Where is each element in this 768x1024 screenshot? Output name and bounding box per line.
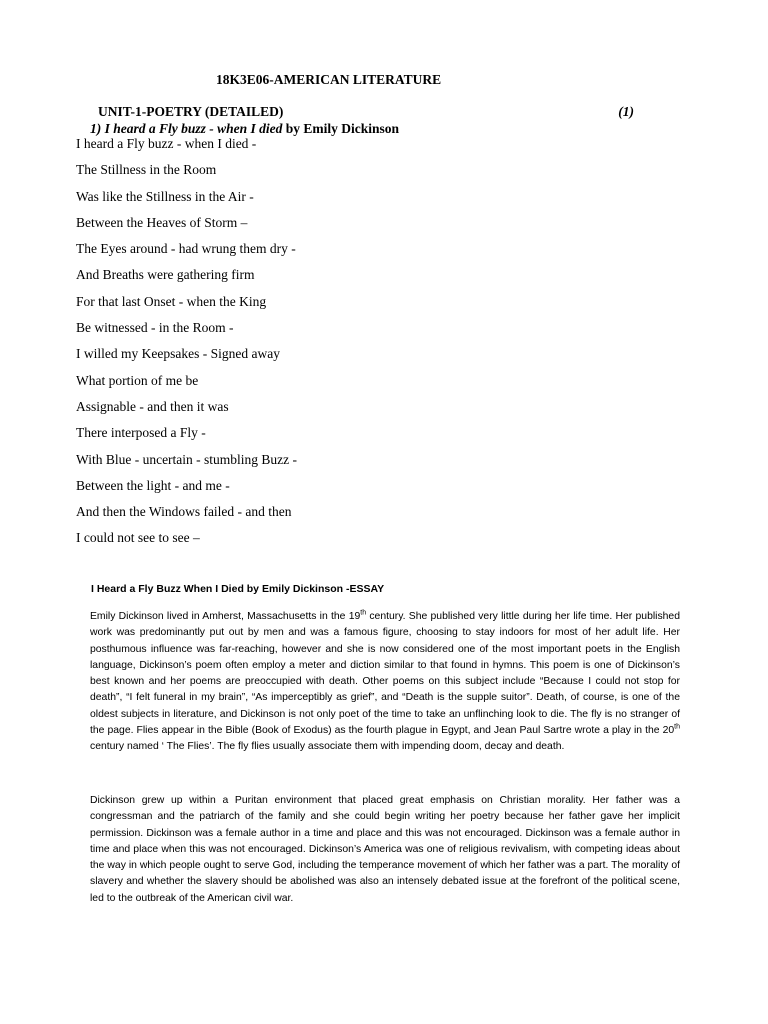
poem-line: I willed my Keepsakes - Signed away [76, 346, 280, 362]
poem-line: I heard a Fly buzz - when I died - [76, 136, 257, 151]
poem-line: Be witnessed - in the Room - [76, 320, 234, 336]
poem-line: What portion of me be [76, 372, 199, 388]
poem-line: Was like the Stillness in the Air - [76, 188, 254, 204]
poem-line: The Stillness in the Room [76, 162, 217, 178]
essay-p1-part-a: Emily Dickinson lived in Amherst, Massachusetts in the 19 [90, 611, 361, 622]
unit-label: UNIT-1-POETRY (DETAILED) [98, 104, 284, 119]
poem-line: I could not see to see – [76, 530, 200, 546]
essay-p1-part-b: century. She published very little during her life time. Her published work was predominantly put out by men and was a famous figure, choosing to stay indoors for most of her adult life. Her posthumous influence was far-reaching, however and she is now considered one of the most important poets in the English language, Dickinson’s poem often employ a meter and diction similar to that found in hymns. This poem is one of Dickinson’s best known and her poems are preoccupied with death. Other poems on this subject include “Because I could not stop for death”, “I felt funeral in my brain”, “As imperceptibly as grief”, and “Death is the supple suitor”. Death, of course, is one of the oldest subjects in literature, and Dickinson is not only poet of the time to take an unflinching look to die. The fly is no stranger of the page. Flies appear in the Bible (Book of Exodus) as the fourth plague in Egypt, and Jean Paul Sartre wrote a play in the 20 [90, 611, 680, 737]
poem-line: Between the Heaves of Storm – [76, 214, 248, 230]
unit-heading-row [98, 104, 634, 120]
essay-p1-part-c: century named ‘ The Flies’. The fly flies usually associate them with impending doom, decay and death. [90, 741, 565, 753]
poem-author: by Emily Dickinson [282, 121, 400, 136]
poem-line: Between the light - and me - [76, 477, 230, 493]
superscript-th: th [360, 609, 367, 617]
course-title: 18K3E06-AMERICAN LITERATURE [216, 72, 442, 87]
essay-paragraph-2: Dickinson grew up within a Puritan environment that placed great emphasis on Christian morality. Her father was a congressman and the patriarch of the family and she could begin writing her poetry because her father gave her implicit permission. Dickinson was a female author in a time and place and this was not encouraged. Dickinson was a female author in time and place when this was not encouraged. Dickinson’s America was one of religious revivalism, with competing ideas about the way in which people ought to serve God, including the temperance movement of which her father was a part. The morality of slavery and whether the slavery should be abolished was also an intensely debated issue at the forefront of the political scene, led to the outbreak of the American civil war. [90, 795, 680, 904]
poem-lines [76, 134, 297, 555]
essay-paragraph-1 [90, 609, 680, 756]
poem-title: I heard a Fly buzz - when I died [104, 121, 283, 136]
poem-line: And Breaths were gathering firm [76, 267, 255, 283]
poem-line: And then the Windows failed - and then [76, 504, 292, 520]
unit-number: (1) [618, 104, 634, 119]
poem-line: For that last Onset - when the King [76, 293, 267, 309]
poem-heading-number: 1) [90, 121, 105, 136]
poem-line: Assignable - and then it was [76, 398, 229, 414]
superscript-th: th [674, 723, 680, 731]
poem-line: The Eyes around - had wrung them dry - [76, 241, 296, 257]
poem-line: With Blue - uncertain - stumbling Buzz - [76, 451, 298, 467]
poem-line: There interposed a Fly - [76, 425, 206, 441]
essay-heading: I Heard a Fly Buzz When I Died by Emily Dickinson -ESSAY [91, 583, 385, 595]
